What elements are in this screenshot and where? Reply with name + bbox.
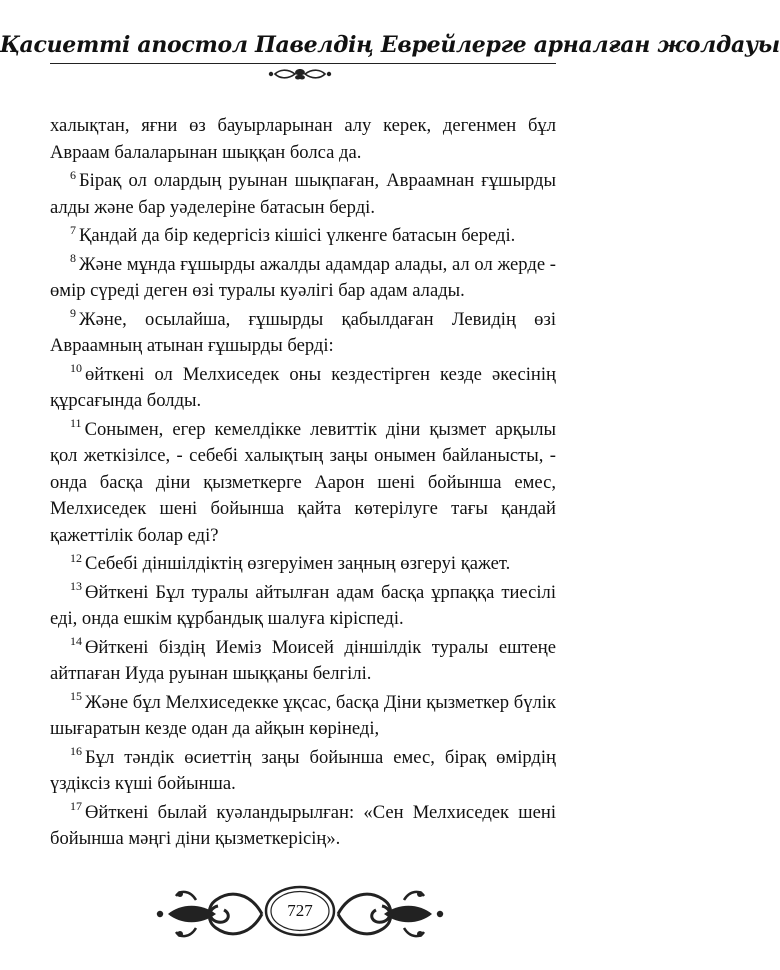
verse-number: 9 [70,306,76,321]
verse-17 [50,800,556,853]
verse-number: 12 [70,550,82,565]
verse-16 [50,745,556,798]
header-ornament-icon [265,66,335,82]
verse-number: 11 [70,416,82,431]
verse-10 [50,362,556,415]
scripture-body [50,113,556,855]
verse-text: Сонымен, егер кемелдікке левиттік діни қызмет арқылы қол жеткізілсе, - себебі халықтың заңы онымен байланысты, - онда басқа діни қызметкерге Аарон шені бойынша емес, Мелхиседек шені бойынша қайта көтерілуге тағы қандай қажеттілік болар еді? [50,418,556,546]
verse-7 [50,223,556,250]
verse-text: Өйткені былай куәландырылған: «Сен Мелхиседек шені бойынша мәңгі діни қызметкерісің». [50,801,556,849]
page-header-title: Қасиетті апостол Павелдің Еврейлерге арналған жолдауы [0,32,780,58]
verse-continuation [50,113,556,166]
verse-text: Бірақ ол олардың руынан шықпаған, Авраамнан ғұшырды алды және бар уәделеріне батасын берді. [50,170,556,218]
verse-text: Қандай да бір кедергісіз кішісі үлкенге батасын береді. [79,225,516,246]
verse-text: Және, осылайша, ғұшырды қабылдаған Левидің өзі Авраамның атынан ғұшырды берді: [50,308,556,356]
verse-number: 14 [70,634,82,649]
verse-13 [50,580,556,633]
verse-text: Және мұнда ғұшырды ажалды адамдар алады, ал ол жерде - өмір сүреді деген өзі туралы куәлігі бар адам алады. [50,253,556,301]
verse-number: 7 [70,222,76,237]
verse-text: Өйткені біздің Иеміз Моисей діншілдік туралы ештеңе айтпаған Иуда руынан шыққаны белгілі. [50,636,556,684]
verse-8 [50,252,556,305]
verse-text: халықтан, яғни өз бауырларынан алу керек, дегенмен бұл Авраам балаларынан шыққан болса да. [50,115,556,163]
verse-number: 13 [70,579,82,594]
verse-number: 15 [70,689,82,704]
verse-text: Себебі діншілдіктің өзгеруімен заңның өзгеруі қажет. [85,553,511,574]
verse-number: 16 [70,744,82,759]
verse-text: Өйткені Бұл туралы айтылған адам басқа ұрпаққа тиесілі еді, онда ешкім құрбандық шалуға кіріспеді. [50,581,556,629]
verse-text: өйткені ол Мелхиседек оны кездестірген кезде әкесінің құрсағында болды. [50,363,556,411]
verse-text: Және бұл Мелхиседекке ұқсас, басқа Діни қызметкер бүлік шығаратын кезде одан да айқын көрінеді, [50,691,556,739]
verse-text: Бұл тәндік өсиеттің заңы бойынша емес, бірақ өмірдің үздіксіз күші бойынша. [50,746,556,794]
verse-11 [50,417,556,550]
verse-number: 17 [70,799,82,814]
verse-14 [50,635,556,688]
verse-12 [50,551,556,578]
verse-number: 10 [70,361,82,376]
header-divider [50,63,556,64]
page-number: 727 [287,901,313,920]
verse-9 [50,307,556,360]
verse-number: 6 [70,167,76,182]
verse-15 [50,690,556,743]
verse-6 [50,168,556,221]
verse-number: 8 [70,251,76,266]
